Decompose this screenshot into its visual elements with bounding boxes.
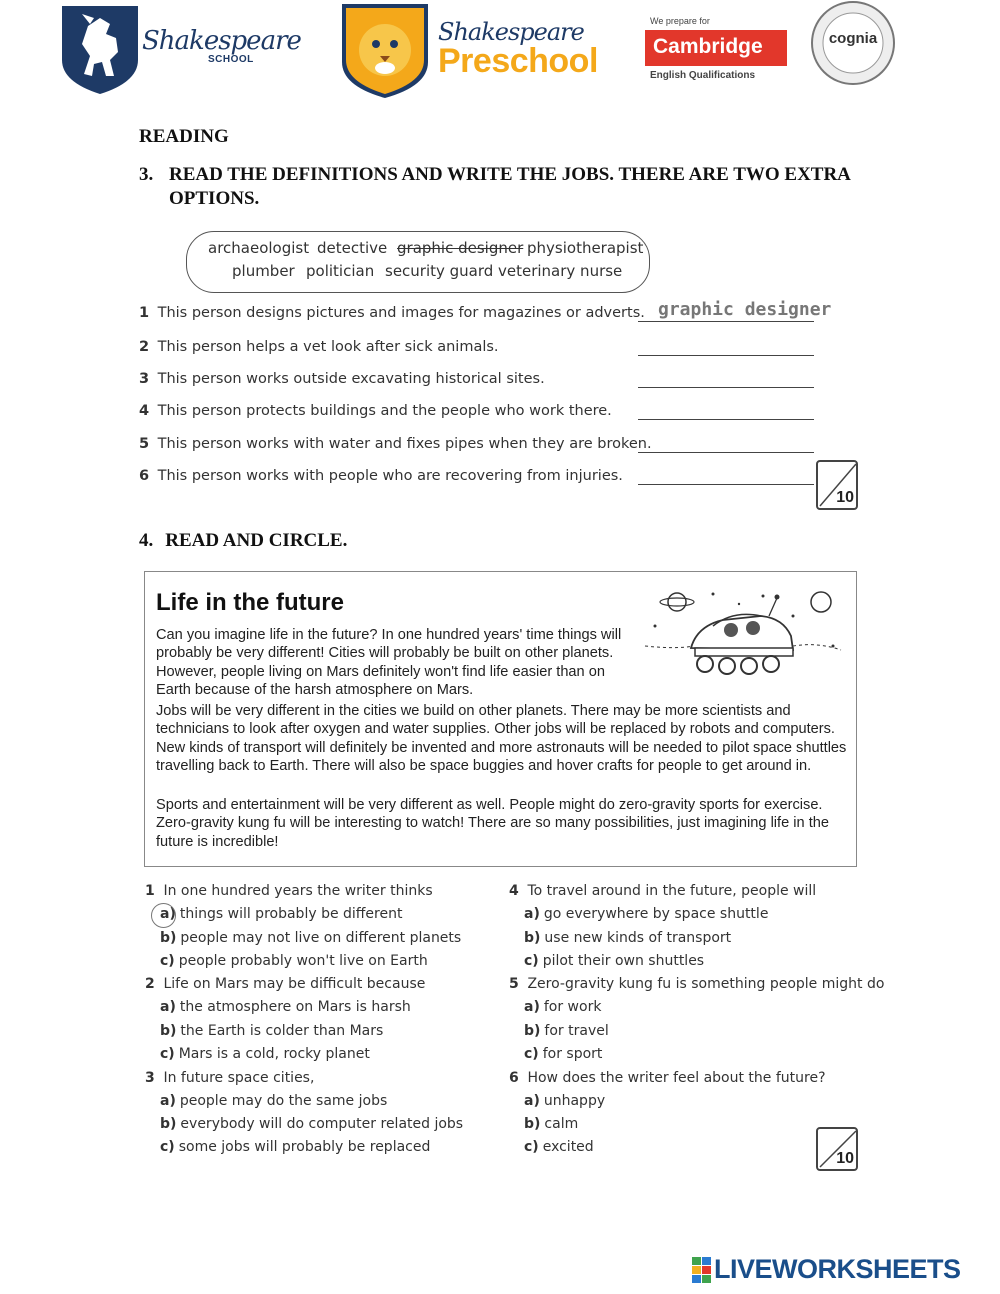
word-bank-item: physiotherapist	[527, 239, 644, 257]
reading-text-box	[144, 571, 857, 867]
answer-option[interactable]: c) for sport	[524, 1046, 603, 1062]
exercise4-number: 4.	[139, 530, 154, 551]
liveworksheets-logo	[692, 1254, 992, 1286]
exercise4-instruction: READ AND CIRCLE.	[165, 530, 348, 551]
score-box	[816, 1127, 858, 1171]
cambridge-prep-text: We prepare for	[650, 16, 710, 26]
definition-item: 3 This person works outside excavating historical sites.	[139, 371, 545, 387]
shakespeare-school-logo	[60, 4, 301, 98]
answer-option[interactable]: c) some jobs will probably be replaced	[160, 1139, 431, 1155]
liveworksheets-blocks-icon	[692, 1257, 712, 1283]
preschool-brand: Shakespeare	[438, 18, 584, 46]
word-bank-item: security guard	[385, 262, 494, 280]
answer-option[interactable]: b) calm	[524, 1116, 579, 1132]
answer-option[interactable]: b) use new kinds of transport	[524, 930, 732, 946]
selected-answer-circle	[151, 903, 176, 928]
question: 2 Life on Mars may be difficult because	[145, 976, 426, 992]
definition-item: 5 This person works with water and fixes pipes when they are broken.	[139, 436, 652, 452]
definition-item: 1 This person designs pictures and images for magazines or adverts.	[139, 305, 645, 321]
answer-option[interactable]: c) Mars is a cold, rocky planet	[160, 1046, 370, 1062]
answer-option[interactable]: c) pilot their own shuttles	[524, 953, 705, 969]
word-bank	[186, 231, 650, 293]
answer-field[interactable]	[638, 433, 814, 453]
reading-title: Life in the future	[156, 589, 344, 616]
exercise3-instruction: READ THE DEFINITIONS AND WRITE THE JOBS. THERE ARE TWO EXTRA OPTIONS.	[169, 164, 850, 209]
word-bank-item: veterinary nurse	[498, 262, 623, 280]
answer-option[interactable]: c) people probably won't live on Earth	[160, 953, 428, 969]
answer-field[interactable]	[638, 400, 814, 420]
cambridge-logo	[640, 8, 795, 88]
exercise4-heading	[139, 530, 347, 552]
shakespeare-preschool-logo	[340, 2, 600, 102]
answer-option[interactable]: a) for work	[524, 999, 602, 1015]
question: 6 How does the writer feel about the future?	[509, 1070, 826, 1086]
answer-option[interactable]: a) people may do the same jobs	[160, 1093, 388, 1109]
liveworksheets-word: LIVEWORKSHEETS	[714, 1254, 961, 1284]
cambridge-name: Cambridge	[645, 30, 787, 66]
exercise3-heading	[139, 163, 879, 211]
question: 4 To travel around in the future, people will	[509, 883, 817, 899]
section-title: READING	[139, 126, 229, 147]
word-bank-item: detective	[317, 239, 388, 257]
reading-paragraph: Sports and entertainment will be very different as well. People might do zero-gravity sports for exercise. Zero-gravity kung fu will be interesting to watch! There are so many possibilities, just imagining life in the future is incredible!	[156, 797, 829, 850]
accreditation-seal	[810, 0, 896, 86]
question: 1 In one hundred years the writer thinks	[145, 883, 433, 899]
answer-option[interactable]: a) things will probably be different	[160, 906, 403, 922]
answer-option[interactable]: c) excited	[524, 1139, 594, 1155]
answer-option[interactable]: a) the atmosphere on Mars is harsh	[160, 999, 411, 1015]
score-total: 10	[836, 1150, 854, 1167]
preschool-word: Preschool	[438, 42, 598, 80]
lion-shield-icon	[60, 4, 140, 96]
answer-field[interactable]	[638, 465, 814, 485]
question: 3 In future space cities,	[145, 1070, 315, 1086]
answer-field[interactable]	[638, 368, 814, 388]
seal-word: cognia	[828, 30, 878, 47]
answer-option[interactable]: b) people may not live on different planets	[160, 930, 462, 946]
answer-option[interactable]: b) everybody will do computer related jobs	[160, 1116, 464, 1132]
cambridge-sub: English Qualifications	[650, 70, 756, 81]
definition-item: 4 This person protects buildings and the people who work there.	[139, 403, 612, 419]
answer-option[interactable]: a) unhappy	[524, 1093, 606, 1109]
question: 5 Zero-gravity kung fu is something people might do	[509, 976, 885, 992]
exercise3-number: 3.	[139, 164, 154, 185]
definition-item: 6 This person works with people who are recovering from injuries.	[139, 468, 623, 484]
answer-option[interactable]: b) the Earth is colder than Mars	[160, 1023, 384, 1039]
score-box	[816, 460, 858, 510]
answer-field[interactable]	[638, 299, 832, 322]
definition-item: 2 This person helps a vet look after sick animals.	[139, 339, 499, 355]
school-brand: Shakespeare	[142, 26, 301, 56]
answer-text: graphic designer	[658, 299, 832, 320]
header	[0, 0, 1000, 105]
lion-face-icon	[340, 2, 430, 100]
answer-field[interactable]	[638, 336, 814, 356]
answer-option[interactable]: a) go everywhere by space shuttle	[524, 906, 769, 922]
word-bank-item: plumber	[232, 262, 295, 280]
word-bank-item: archaeologist	[208, 239, 310, 257]
reading-paragraph: Jobs will be very different in the cities we build on other planets. There may be more scientists and technicians to look after oxygen and water supplies. Other jobs will be replaced by robots and computers. New kinds of transport will definitely be invented and more astronauts will be needed to pilot space shuttles travelling back to Earth. There will also be space buggies and hover crafts for people to get around in.	[156, 703, 847, 774]
word-bank-item: politician	[306, 262, 375, 280]
space-rover-illustration	[643, 586, 843, 684]
word-bank-item-used: graphic designer	[397, 239, 524, 257]
reading-paragraph: Can you imagine life in the future? In one hundred years' time things will probably be very different! Cities will probably be built on other planets. However, people living on Mars definitely won't find life easier than on Earth because of the harsh atmosphere on Mars.	[156, 627, 622, 698]
score-total: 10	[836, 489, 854, 506]
answer-option[interactable]: b) for travel	[524, 1023, 609, 1039]
school-sub: SCHOOL	[208, 54, 254, 65]
